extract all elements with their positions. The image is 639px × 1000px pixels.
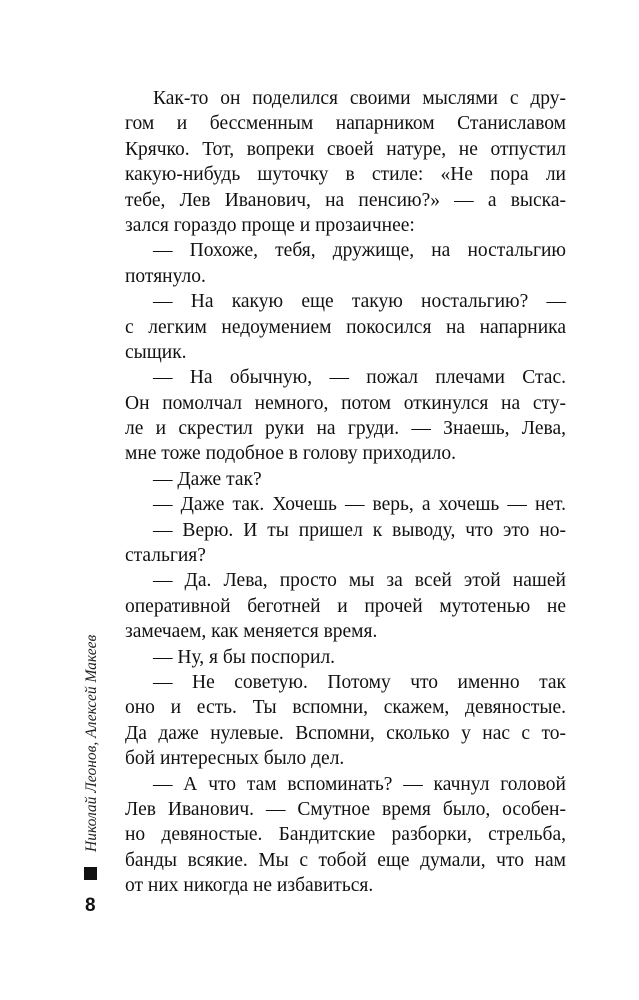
text-line: потянуло. — [125, 265, 206, 287]
text-line: от них никогда не избавиться. — [125, 875, 374, 897]
text-line: — Верю. И ты пришел к выводу, что это но- — [153, 519, 566, 541]
author-names: Николай Леонов, Алексей Макеев — [83, 634, 100, 852]
body-text — [125, 86, 566, 899]
text-line: зался гораздо проще и прозаичнее: — [125, 214, 415, 236]
text-line: Как-то он поделился своими мыслями с дру- — [153, 88, 566, 109]
text-line: — Даже так. Хочешь — верь, а хочешь — нет. — [153, 494, 566, 516]
text-line: — Похоже, тебя, дружище, на ностальгию — [153, 240, 566, 262]
text-line: стальгия? — [125, 545, 206, 567]
text-line: гом и бессменным напарником Станиславом — [125, 113, 566, 135]
text-line: с легким недоумением покосился на напарника — [125, 316, 566, 338]
page-marker — [84, 867, 97, 880]
text-line: — Не советую. Потому что именно так — [153, 671, 566, 693]
text-line: Лев Иванович. — Смутное время было, особен- — [125, 798, 566, 820]
text-line: Крячко. Тот, вопреки своей натуре, не отпустил — [125, 138, 566, 160]
text-line: сыщик. — [125, 341, 187, 363]
text-line: — Даже так? — [153, 468, 262, 490]
text-line: ле и скрестил руки на груди. — Знаешь, Лева, — [125, 418, 566, 440]
text-line: — Да. Лева, просто мы за всей этой нашей — [153, 570, 566, 592]
text-line: но девяностые. Бандитские разборки, стрельба, — [125, 824, 566, 846]
text-line: Он помолчал немного, потом откинулся на сту- — [125, 392, 566, 414]
text-line: тебе, Лев Иванович, на пенсию?» — а выска- — [125, 189, 566, 211]
text-line: какую-нибудь шуточку в стиле: «Не пора ли — [125, 164, 566, 186]
text-line: банды всякие. Мы с тобой еще думали, что нам — [125, 849, 566, 871]
text-line: замечаем, как меняется время. — [125, 621, 378, 643]
text-line: — Ну, я бы поспорил. — [153, 646, 336, 668]
text-line: — На обычную, — пожал плечами Стас. — [153, 367, 566, 389]
text-line: — На какую еще такую ностальгию? — — [153, 291, 566, 313]
text-line: оперативной беготней и прочей мутотенью не — [125, 595, 566, 617]
text-line: Да даже нулевые. Вспомни, сколько у нас с то- — [125, 722, 566, 744]
page-number: 8 — [85, 895, 96, 916]
text-line: бой интересных было дел. — [125, 748, 345, 770]
text-line: мне тоже подобное в голову приходило. — [125, 443, 457, 465]
text-line: оно и есть. Ты вспомни, скажем, девяностые. — [125, 697, 566, 719]
text-line: — А что там вспоминать? — качнул головой — [153, 773, 566, 795]
